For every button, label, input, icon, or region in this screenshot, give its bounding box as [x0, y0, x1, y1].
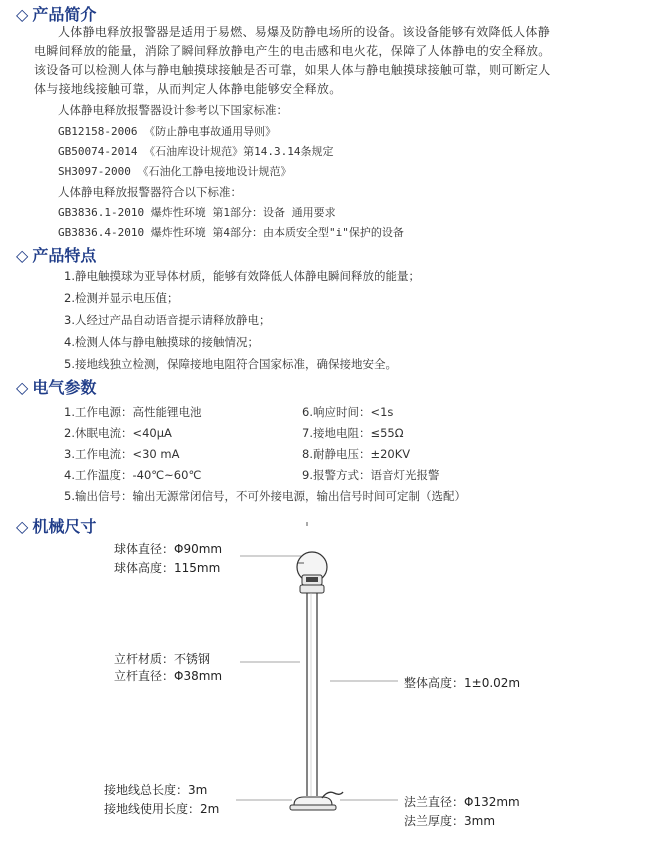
intro-title: ◇ 产品简介 [16, 5, 97, 24]
intro-line: 人体静电释放报警器是适用于易燃、易爆及防静电场所的设备。该设备能够有效降低人体静 [58, 25, 551, 39]
feature-item: 1.静电触摸球为亚导体材质，能够有效降低人体静电瞬间释放的能量； [64, 269, 420, 283]
flange-base [290, 797, 336, 810]
electrical-output: 5.输出信号：输出无源常闭信号，不可外接电源，输出信号时间可定制（选配） [64, 489, 466, 503]
flange-diameter-label: 法兰直径：Φ132mm [404, 795, 520, 809]
mechanical-title: ◇ 机械尺寸 [16, 517, 97, 536]
design-ref-item: SH3097-2000 《石油化工静电接地设计规范》 [58, 165, 292, 178]
intro-line: 该设备可以检测人体与静电触摸球接触是否可靠，如果人体与静电触摸球接触可靠，则可断定人 [34, 63, 551, 77]
diamond-icon: ◇ [16, 246, 29, 265]
electrical-param: 7.接地电阻：≤55Ω [302, 426, 404, 440]
design-ref-item: GB12158-2006 《防止静电事故通用导则》 [58, 125, 277, 138]
ground-total-label: 接地线总长度：3m [104, 783, 208, 797]
pole-diameter-label: 立杆直径：Φ38mm [114, 669, 223, 683]
electrical-param: 9.报警方式：语音灯光报警 [302, 468, 440, 482]
diamond-icon: ◇ [16, 517, 29, 536]
electrical-param: 6.响应时间：<1s [302, 405, 394, 419]
compliance-title: 人体静电释放报警器符合以下标准： [58, 185, 242, 199]
electrical-param: 1.工作电源：高性能锂电池 [64, 405, 202, 419]
pole-material-label: 立杆材质：不锈钢 [114, 652, 211, 666]
intro-line: 电瞬间释放的能量，消除了瞬间释放静电产生的电击感和电火花，保障了人体静电的安全释放。 [34, 44, 551, 58]
pole [307, 593, 317, 796]
feature-item: 2.检测并显示电压值； [64, 291, 179, 305]
diamond-icon: ◇ [16, 5, 29, 24]
flange-thickness-label: 法兰厚度：3mm [404, 814, 496, 828]
design-ref-title: 人体静电释放报警器设计参考以下国家标准： [58, 103, 288, 117]
design-ref-item: GB50074-2014 《石油库设计规范》第14.3.14条规定 [58, 145, 334, 158]
feature-item: 3.人经过产品自动语音提示请释放静电； [64, 313, 271, 327]
ball-diameter-label: 球体直径：Φ90mm [114, 542, 223, 556]
ball-height-label: 球体高度：115mm [114, 561, 221, 575]
electrical-param: 2.休眠电流：<40μA [64, 426, 172, 440]
ball-head [297, 552, 327, 593]
electrical-param: 3.工作电流：<30 mA [64, 447, 180, 461]
diamond-icon: ◇ [16, 378, 29, 397]
intro-line: 体与接地线接触可靠，从而判定人体静电能够安全释放。 [34, 82, 342, 96]
overall-height-label: 整体高度：1±0.02m [404, 676, 521, 690]
feature-item: 4.检测人体与静电触摸球的接触情况； [64, 335, 259, 349]
compliance-item: GB3836.1-2010 爆炸性环境 第1部分：设备 通用要求 [58, 206, 336, 219]
features-title: ◇ 产品特点 [16, 246, 97, 265]
electrical-param: 4.工作温度：-40℃~60℃ [64, 468, 202, 482]
electrical-title: ◇ 电气参数 [16, 378, 97, 397]
electrical-param: 8.耐静电压：±20KV [302, 447, 411, 461]
ground-used-label: 接地线使用长度：2m [104, 802, 220, 816]
compliance-item: GB3836.4-2010 爆炸性环境 第4部分：由本质安全型"i"保护的设备 [58, 226, 404, 239]
feature-item: 5.接地线独立检测，保障接地电阻符合国家标准，确保接地安全。 [64, 357, 397, 371]
